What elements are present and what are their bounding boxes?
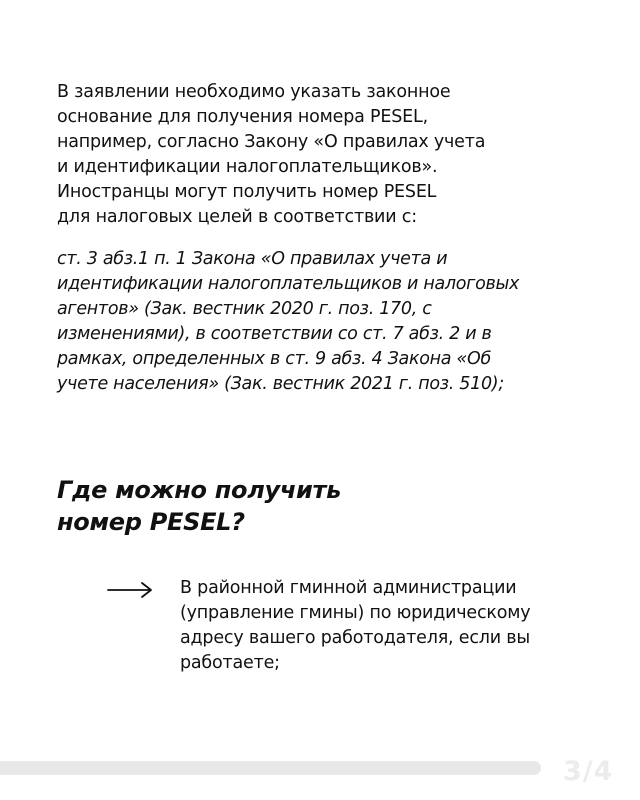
legal-line: ст. 3 абз.1 п. 1 Закона «О правилах учета и bbox=[57, 249, 448, 269]
bullet-line: адресу вашего работодателя, если вы bbox=[180, 628, 531, 648]
intro-line: например, согласно Закону «О правилах учета bbox=[57, 132, 486, 152]
legal-line: агентов» (Зак. вестник 2020 г. поз. 170, с bbox=[57, 299, 432, 319]
legal-line: идентификации налогоплательщиков и налоговых bbox=[57, 274, 520, 294]
heading-line: Где можно получить bbox=[57, 476, 341, 504]
heading-line: номер PESEL? bbox=[57, 508, 245, 536]
arrow-right-icon bbox=[107, 580, 153, 600]
bullet-line: (управление гмины) по юридическому bbox=[180, 603, 531, 623]
bullet-line: работаете; bbox=[180, 653, 280, 673]
intro-line: В заявлении необходимо указать законное bbox=[57, 82, 451, 102]
intro-line: основание для получения номера PESEL, bbox=[57, 107, 428, 127]
intro-line: и идентификации налогоплательщиков». bbox=[57, 157, 438, 177]
page-indicator: 3/4 bbox=[563, 756, 614, 787]
bullet-line: В районной гминной администрации bbox=[180, 578, 517, 598]
legal-line: изменениями), в соответствии со ст. 7 абз. 2 и в bbox=[57, 324, 492, 344]
legal-line: рамках, определенных в ст. 9 абз. 4 Закона «Об bbox=[57, 349, 491, 369]
legal-line: учете населения» (Зак. вестник 2021 г. поз. 510); bbox=[57, 374, 504, 394]
intro-line: для налоговых целей в соответствии с: bbox=[57, 207, 417, 227]
progress-bar bbox=[0, 761, 541, 775]
intro-line: Иностранцы могут получить номер PESEL bbox=[57, 182, 437, 202]
